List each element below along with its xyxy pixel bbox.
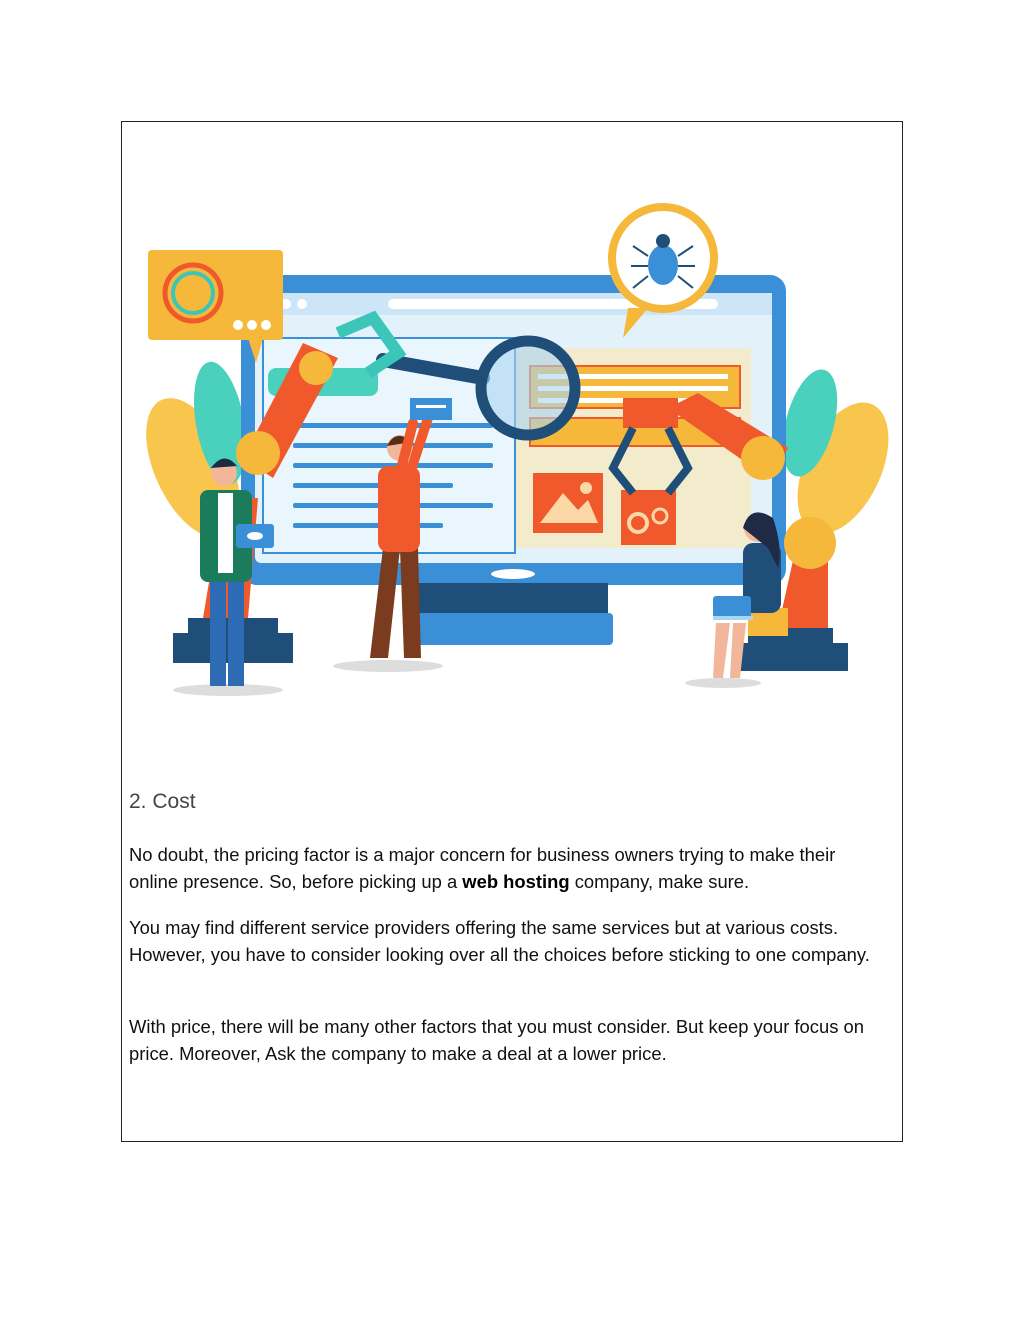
paragraph1-text-end: company, make sure.	[569, 870, 750, 892]
plant-right	[773, 364, 890, 548]
paragraph-service-providers: You may find different service providers offering the same services but at various costs. However, you have to consider looking over all the choices before sticking to one company.	[129, 917, 870, 965]
paragraph-pricing-concern	[129, 842, 889, 895]
web-hosting-bold: web hosting	[462, 870, 570, 892]
section-heading: 2. Cost	[129, 790, 196, 813]
web-hosting-illustration	[138, 198, 890, 698]
paragraph-focus-on-price: With price, there will be many other factors that you must consider. But keep your focus on price. Moreover, Ask the company to make a deal at a lower price.	[129, 1016, 864, 1064]
paragraph1-text-start: No doubt, the pricing factor is a major concern for business owners trying to make their online presence. So, before picking up a	[129, 844, 836, 892]
